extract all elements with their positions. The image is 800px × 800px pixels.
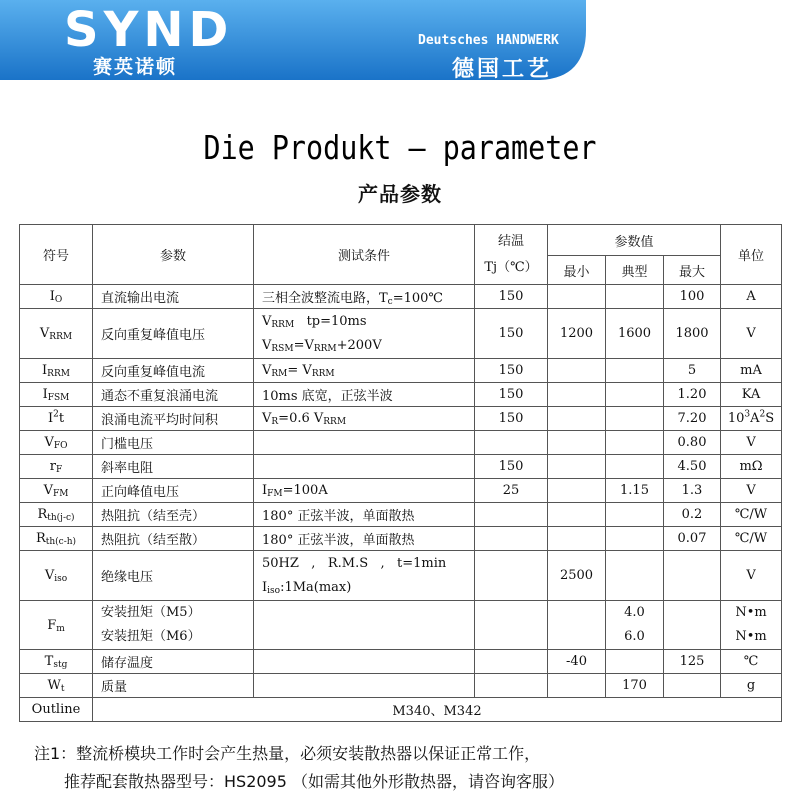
header-max: 最大	[664, 256, 721, 285]
parameter-table	[19, 224, 782, 722]
footnote	[34, 740, 564, 796]
tj-value: 150	[475, 455, 548, 479]
param-name: 热阻抗（结至散）	[93, 527, 254, 551]
max-value: 0.2	[664, 503, 721, 527]
min-value	[548, 407, 606, 431]
max-value: 4.50	[664, 455, 721, 479]
tj-value: 150	[475, 383, 548, 407]
test-condition: 10ms 底宽，正弦半波	[254, 383, 475, 407]
symbol-cell: $I_{RRM}$	[20, 359, 93, 383]
test-condition: 三相全波整流电路，$T_c=100℃$	[254, 285, 475, 309]
table-row-rth-jc	[20, 503, 782, 527]
max-value	[664, 601, 721, 650]
header-values: 参数值	[548, 225, 721, 256]
table-row-wt	[20, 674, 782, 698]
tj-value: 25	[475, 479, 548, 503]
symbol-cell: $V_{RRM}$	[20, 309, 93, 359]
min-value	[548, 285, 606, 309]
typ-value	[606, 551, 664, 601]
test-condition: $V_R=0.6$ $V_{RRM}$	[254, 407, 475, 431]
param-name: 门槛电压	[93, 431, 254, 455]
symbol-cell: $I_O$	[20, 285, 93, 309]
table-row-vfo	[20, 431, 782, 455]
unit-value: ℃/W	[721, 503, 782, 527]
max-value: 7.20	[664, 407, 721, 431]
typ-value: 4.0 6.0	[606, 601, 664, 650]
brand-chinese-name: 赛英诺顿	[93, 56, 178, 78]
symbol-cell: $T_{stg}$	[20, 650, 93, 674]
page-title: Die Produkt – parameter	[203, 128, 597, 167]
param-name: 直流输出电流	[93, 285, 254, 309]
typ-value: 1.15	[606, 479, 664, 503]
unit-value: V	[721, 309, 782, 359]
tj-value	[475, 551, 548, 601]
header-temp-unit: Tj（℃）	[484, 259, 538, 275]
typ-value: 170	[606, 674, 664, 698]
header-test-condition: 测试条件	[254, 225, 475, 285]
craft-english: Deutsches HANDWERK	[418, 33, 559, 48]
tj-value	[475, 503, 548, 527]
test-condition	[254, 601, 475, 650]
max-value: 125	[664, 650, 721, 674]
param-name: 储存温度	[93, 650, 254, 674]
tj-value	[475, 431, 548, 455]
unit-value: $10^3A^2S$	[721, 407, 782, 431]
tj-value: 150	[475, 359, 548, 383]
unit-value: ℃/W	[721, 527, 782, 551]
typ-value	[606, 383, 664, 407]
outline-label: Outline	[20, 698, 93, 722]
param-name: 浪涌电流平均时间积	[93, 407, 254, 431]
test-condition: $V_{RM}= V_{RRM}$	[254, 359, 475, 383]
table-row-i2t	[20, 407, 782, 431]
max-value	[664, 551, 721, 601]
typ-value: 1600	[606, 309, 664, 359]
param-name: 反向重复峰值电压	[93, 309, 254, 359]
param-name: 通态不重复浪涌电流	[93, 383, 254, 407]
header-unit: 单位	[721, 225, 782, 285]
min-value	[548, 359, 606, 383]
max-value: 0.07	[664, 527, 721, 551]
symbol-cell: $I_{FSM}$	[20, 383, 93, 407]
test-condition	[254, 674, 475, 698]
min-value	[548, 527, 606, 551]
max-value: 1.3	[664, 479, 721, 503]
table-row-rth-ch	[20, 527, 782, 551]
symbol-cell: $F_m$	[20, 601, 93, 650]
param-name: 反向重复峰值电流	[93, 359, 254, 383]
unit-value: V	[721, 551, 782, 601]
max-value: 100	[664, 285, 721, 309]
typ-value	[606, 650, 664, 674]
symbol-cell: $r_F$	[20, 455, 93, 479]
unit-value: g	[721, 674, 782, 698]
max-value: 1.20	[664, 383, 721, 407]
unit-value: mΩ	[721, 455, 782, 479]
symbol-cell: $V_{FM}$	[20, 479, 93, 503]
param-name: 绝缘电压	[93, 551, 254, 601]
header-min: 最小	[548, 256, 606, 285]
min-value	[548, 383, 606, 407]
unit-value: V	[721, 431, 782, 455]
param-name: 斜率电阻	[93, 455, 254, 479]
footnote-line-1: 注1：整流桥模块工作时会产生热量，必须安装散热器以保证正常工作，	[34, 744, 541, 763]
typ-value	[606, 359, 664, 383]
tj-value: 150	[475, 407, 548, 431]
min-value	[548, 455, 606, 479]
test-condition	[254, 650, 475, 674]
min-value: 1200	[548, 309, 606, 359]
tj-value	[475, 601, 548, 650]
min-value	[548, 674, 606, 698]
test-condition: 50HZ , R.M.S , t=1min $I_{iso}:1Ma(\max)$	[254, 551, 475, 601]
test-condition	[254, 455, 475, 479]
header-junction-temp	[475, 225, 548, 285]
craft-chinese: 德国工艺	[452, 57, 553, 82]
typ-value	[606, 407, 664, 431]
outline-value: M340、M342	[93, 698, 782, 722]
unit-value: N•m N•m	[721, 601, 782, 650]
test-condition: 180° 正弦半波，单面散热	[254, 527, 475, 551]
header-banner	[0, 0, 800, 90]
typ-value	[606, 503, 664, 527]
header-symbol: 符号	[20, 225, 93, 285]
unit-value: V	[721, 479, 782, 503]
tj-value	[475, 527, 548, 551]
tj-value	[475, 674, 548, 698]
min-value: -40	[548, 650, 606, 674]
header-temp-label: 结温	[497, 233, 524, 249]
table-row-vfm	[20, 479, 782, 503]
test-condition: $I_{FM}=100A$	[254, 479, 475, 503]
table-row-vrrm	[20, 309, 782, 359]
unit-value: KA	[721, 383, 782, 407]
table-row-rf	[20, 455, 782, 479]
table-row-io	[20, 285, 782, 309]
tj-value: 150	[475, 309, 548, 359]
header-typ: 典型	[606, 256, 664, 285]
table-row-viso	[20, 551, 782, 601]
brand-logo: SYND	[64, 2, 234, 58]
tj-value	[475, 650, 548, 674]
test-condition	[254, 431, 475, 455]
symbol-cell: $V_{iso}$	[20, 551, 93, 601]
param-name-m5: 安装扭矩（M5）	[101, 605, 201, 620]
table-header-row	[20, 225, 782, 256]
min-value	[548, 503, 606, 527]
param-name: 正向峰值电压	[93, 479, 254, 503]
max-value: 5	[664, 359, 721, 383]
unit-value: A	[721, 285, 782, 309]
header-parameter: 参数	[93, 225, 254, 285]
param-name: 热阻抗（结至壳）	[93, 503, 254, 527]
typ-value	[606, 455, 664, 479]
typ-value	[606, 527, 664, 551]
symbol-cell: $W_t$	[20, 674, 93, 698]
max-value: 1800	[664, 309, 721, 359]
page-subtitle: 产品参数	[358, 182, 442, 206]
tj-value: 150	[475, 285, 548, 309]
symbol-cell: $R_{th(c-h)}$	[20, 527, 93, 551]
param-name: 质量	[93, 674, 254, 698]
symbol-cell: $V_{FO}$	[20, 431, 93, 455]
max-value	[664, 674, 721, 698]
test-condition: $V_{RRM}$ tp=10ms $V_{RSM}=V_{RRM}+200V$	[254, 309, 475, 359]
typ-value	[606, 285, 664, 309]
table-row-irrm	[20, 359, 782, 383]
footnote-line-2: 推荐配套散热器型号：HS2095 （如需其他外形散热器，请咨询客服）	[64, 772, 564, 791]
symbol-cell: $R_{th(j-c)}$	[20, 503, 93, 527]
unit-value: ℃	[721, 650, 782, 674]
table-row-fm	[20, 601, 782, 650]
unit-value: mA	[721, 359, 782, 383]
min-value	[548, 479, 606, 503]
test-condition: 180° 正弦半波，单面散热	[254, 503, 475, 527]
typ-value	[606, 431, 664, 455]
symbol-cell: $I^2t$	[20, 407, 93, 431]
min-value: 2500	[548, 551, 606, 601]
min-value	[548, 601, 606, 650]
min-value	[548, 431, 606, 455]
table-row-outline	[20, 698, 782, 722]
table-row-ifsm	[20, 383, 782, 407]
max-value: 0.80	[664, 431, 721, 455]
param-name	[93, 601, 254, 650]
param-name-m6: 安装扭矩（M6）	[101, 629, 201, 644]
table-row-tstg	[20, 650, 782, 674]
